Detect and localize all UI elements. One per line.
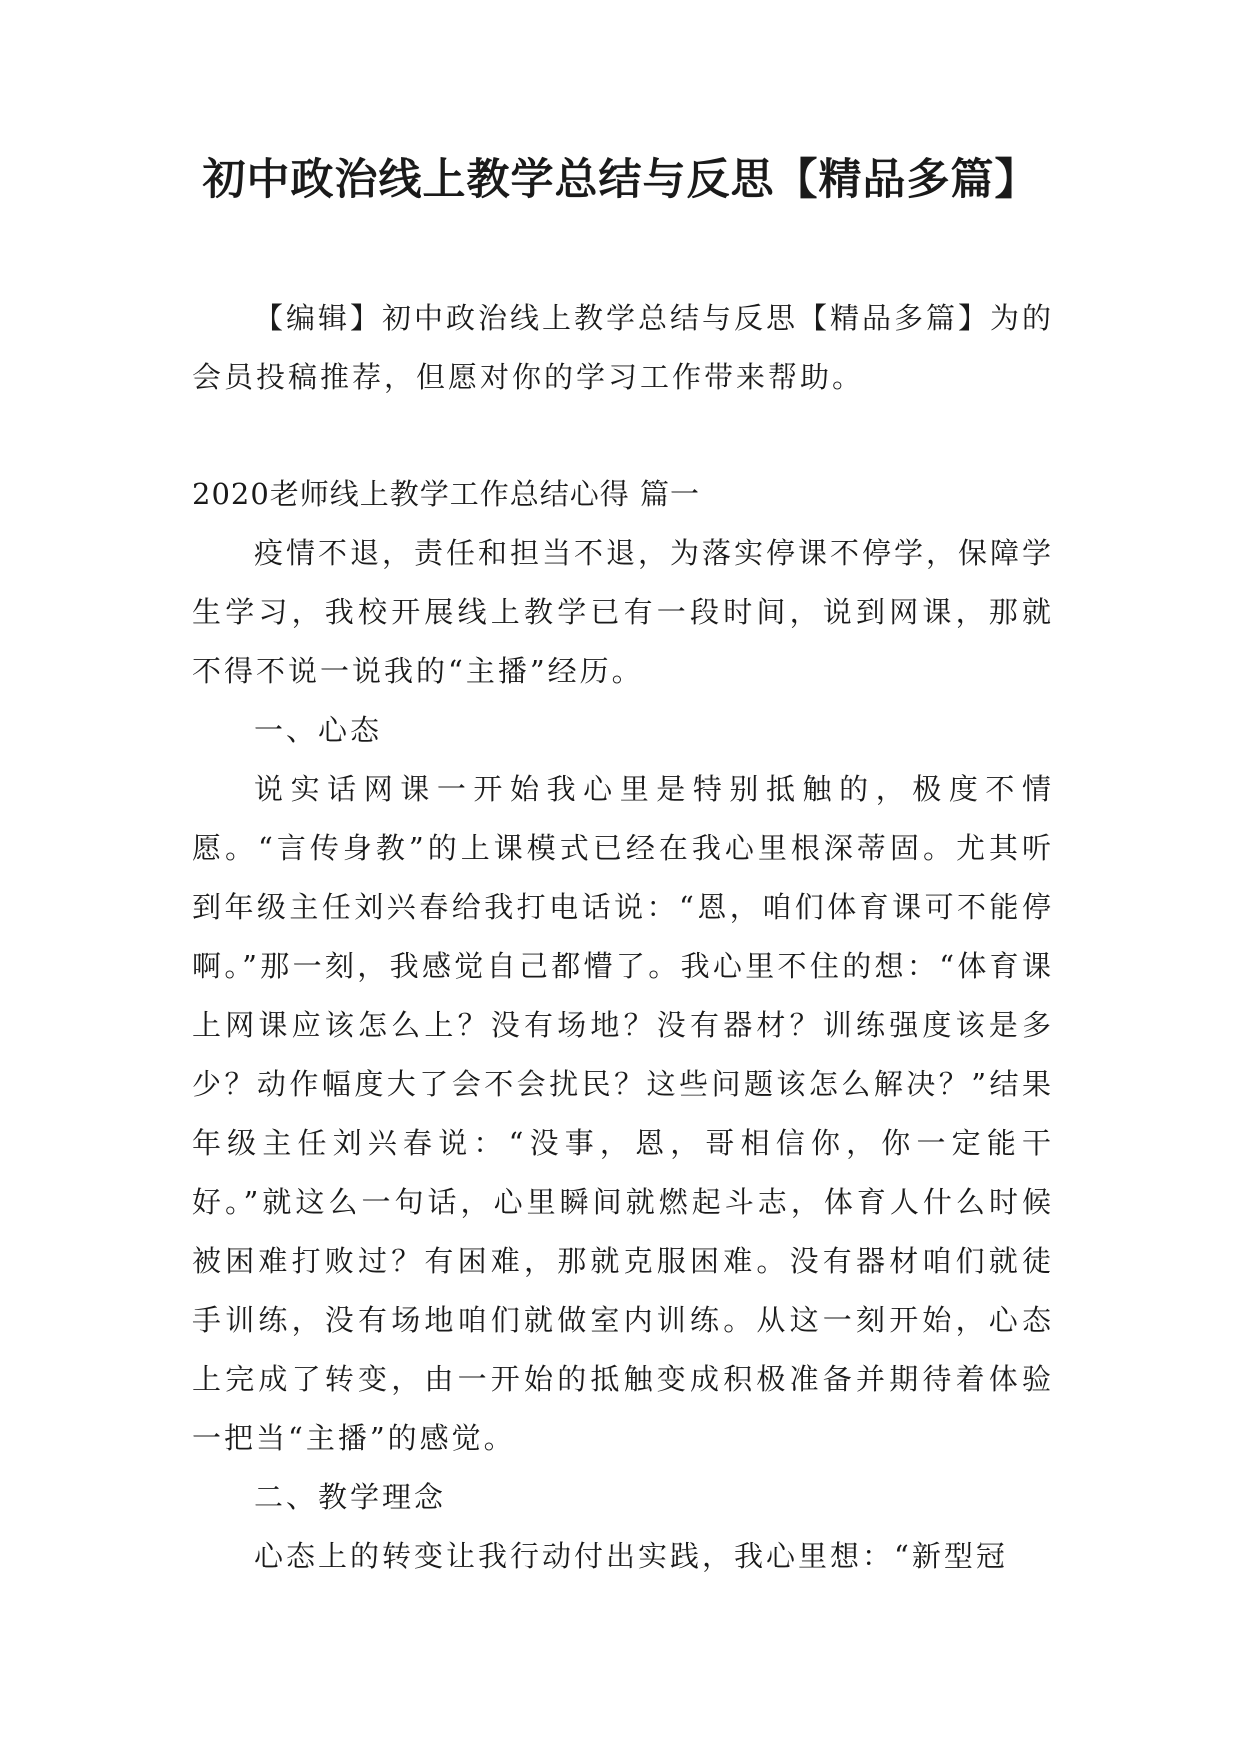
paragraph-2: 说实话网课一开始我心里是特别抵触的，极度不情愿。“言传身教”的上课模式已经在我心里根深蒂固。尤其听到年级主任刘兴春给我打电话说：“恩，咱们体育课可不能停啊。”那一刻，我感觉自己都懵了。我心里不住的想：“体育课上网课应该怎么上？没有场地？没有器材？训练强度该是多少？动作幅度大了会不会扰民？这些问题该怎么解决？”结果年级主任刘兴春说：“没事，恩，哥相信你，你一定能干好。”就这么一句话，心里瞬间就燃起斗志，体育人什么时候被困难打败过？有困难，那就克服困难。没有器材咱们就徒手训练，没有场地咱们就做室内训练。从这一刻开始，心态上完成了转变，由一开始的抵触变成积极准备并期待着体验一把当“主播”的感觉。 xyxy=(192,772,1054,1455)
paragraph-3: 心态上的转变让我行动付出实践，我心里想：“新型冠 xyxy=(254,1539,1008,1573)
article-heading: 2020老师线上教学工作总结心得 篇一 xyxy=(192,477,701,511)
document-title: 初中政治线上教学总结与反思【精品多篇】 xyxy=(202,155,1039,205)
intro-paragraph: 【编辑】初中政治线上教学总结与反思【精品多篇】为的会员投稿推荐，但愿对你的学习工作带来帮助。 xyxy=(192,301,1055,394)
paragraph-1: 疫情不退，责任和担当不退，为落实停课不停学，保障学生学习，我校开展线上教学已有一段时间，说到网课，那就不得不说一说我的“主播”经历。 xyxy=(192,536,1055,688)
section-heading-2: 二、教学理念 xyxy=(254,1480,447,1514)
section-heading-1: 一、心态 xyxy=(254,713,383,747)
